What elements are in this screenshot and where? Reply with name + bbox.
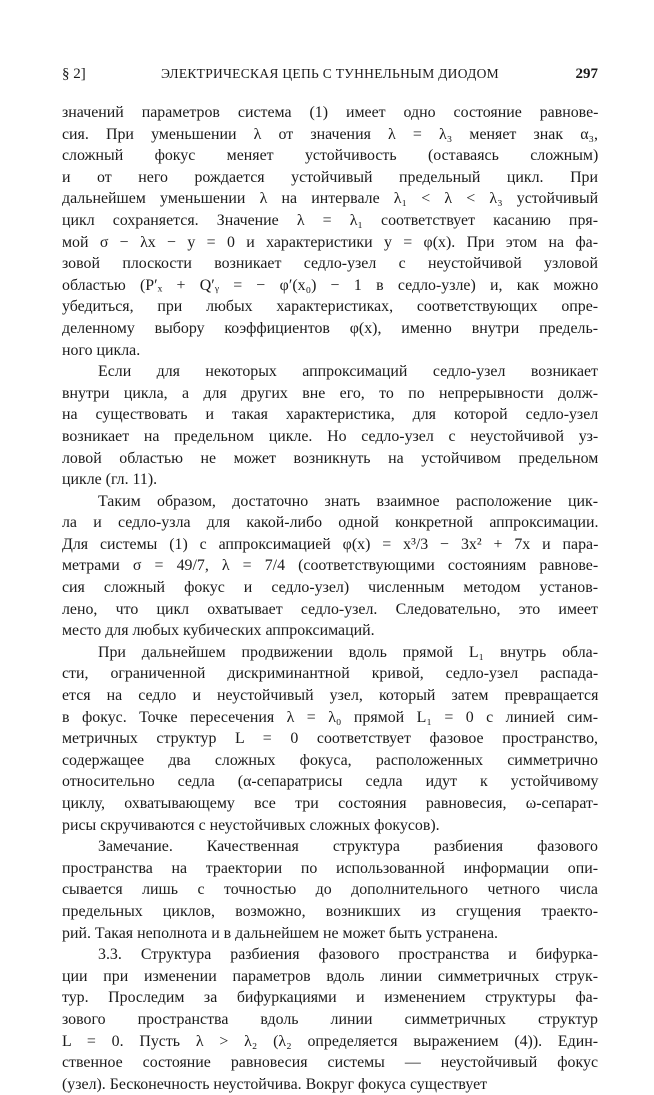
- paragraph: [62, 102, 598, 361]
- paragraph: [62, 361, 598, 491]
- text-line: рисы скручиваются с неустойчивых сложных фокусов).: [62, 816, 440, 834]
- text-line: ла и седло-узла для какой-либо одной конкретной аппроксимации.: [62, 514, 599, 532]
- text-line: рий. Такая неполнота и в дальнейшем не может быть устранена.: [62, 924, 499, 942]
- text-line: 3.3. Структура разбиения фазового пространства и бифурка-: [98, 946, 598, 964]
- text-line: ного цикла.: [62, 341, 141, 359]
- text-line: метричных структур L = 0 соответствует фазовое пространство,: [62, 730, 598, 748]
- paragraph: [62, 642, 598, 836]
- text-line: зовой плоскости возникает седло-узел с неустойчивой узловой: [62, 255, 598, 273]
- text-line: областью (P′ₓ + Q′ᵧ = − φ′(x₀) − 1 в седло-узле) и, как можно: [62, 276, 599, 294]
- text-line: значений параметров система (1) имеет одно состояние равнове-: [62, 104, 599, 121]
- running-header: [62, 62, 598, 86]
- text-line: (узел). Бесконечность неустойчива. Вокруг фокуса существует: [62, 1075, 488, 1093]
- text-line: Таким образом, достаточно знать взаимное расположение цик-: [98, 492, 598, 510]
- text-line: цикл сохраняется. Значение λ = λ₁ соответствует касанию пря-: [62, 211, 598, 229]
- text-line: и от него рождается устойчивый предельный цикл. При: [62, 168, 598, 186]
- text-line: циклу, охватывающему все три состояния равновесия, ω-сепарат-: [62, 795, 599, 812]
- text-line: относительно седла (α-сепаратрисы седла идут к устойчивому: [62, 773, 599, 791]
- text-line: в фокус. Точке пересечения λ = λ₀ прямой L₁ = 0 с линией сим-: [62, 708, 598, 726]
- text-line: предельных циклов, возможно, возникших из сгущения траекто-: [62, 902, 598, 920]
- text-line: Замечание. Качественная структура разбиения фазового: [98, 838, 598, 856]
- text-line: ции при изменении параметров вдоль линии симметричных струк-: [62, 967, 598, 985]
- text-line: дальнейшем уменьшении λ на интервале λ₁ < λ < λ₃ устойчивый: [62, 190, 599, 208]
- text-line: Если для некоторых аппроксимаций седло-узел возникает: [98, 363, 598, 381]
- text-line: ется на седло и неустойчивый узел, который затем превращается: [62, 687, 599, 705]
- text-line: При дальнейшем продвижении вдоль прямой L₁ внутрь обла-: [98, 643, 598, 661]
- text-line: тур. Проследим за бифуркациями и изменением структуры фа-: [62, 989, 598, 1007]
- text-line: L = 0. Пусть λ > λ₂ (λ₂ определяется выражением (4)). Един-: [62, 1032, 598, 1050]
- text-line: метрами σ = 49/7, λ = 7/4 (соответствующими состояниям равнове-: [62, 557, 599, 575]
- section-number: § 2]: [62, 66, 86, 82]
- text-line: мой σ − λx − y = 0 и характеристики y = φ(x). При этом на фа-: [62, 233, 598, 251]
- text-line: сия сложный фокус и седло-узел) численным методом установ-: [62, 579, 598, 597]
- paragraph: [62, 836, 598, 944]
- text-line: на существовать и такая характеристика, для которой седло-узел: [62, 406, 599, 424]
- text-line: цикле (гл. 11).: [62, 471, 158, 489]
- text-line: возникает на предельном цикле. Но седло-узел с неустойчивой уз-: [62, 427, 599, 445]
- body-text: [62, 102, 598, 1095]
- text-line: зового пространства вдоль линии симметричных структур: [62, 1010, 598, 1028]
- text-line: сти, ограниченной дискриминантной кривой, седло-узел распада-: [62, 665, 599, 683]
- paragraph: [62, 944, 598, 1095]
- text-line: внутри цикла, а для других вне его, то по непрерывности долж-: [62, 384, 598, 402]
- text-line: убедиться, при любых характеристиках, соответствующих опре-: [62, 298, 599, 316]
- text-line: деленному выбору коэффициентов φ(x), именно внутри предель-: [62, 319, 598, 337]
- page-number: 297: [575, 66, 598, 82]
- text-line: сия. При уменьшении λ от значения λ = λ₃ меняет знак α₃,: [62, 125, 599, 143]
- text-line: сложный фокус меняет устойчивость (оставаясь сложным): [62, 147, 599, 165]
- paragraph: [62, 491, 598, 642]
- running-title: ЭЛЕКТРИЧЕСКАЯ ЦЕПЬ С ТУННЕЛЬНЫМ ДИОДОМ: [161, 66, 499, 81]
- text-line: Для системы (1) с аппроксимацией φ(x) = x³/3 − 3x² + 7x и пара-: [62, 535, 599, 553]
- text-line: пространства на траектории по использованной информации опи-: [62, 859, 598, 877]
- text-line: содержащее два сложных фокуса, расположенных симметрично: [62, 751, 598, 769]
- text-line: лено, что цикл охватывает седло-узел. Следовательно, это имеет: [62, 600, 598, 618]
- text-line: ловой областью не может возникнуть на устойчивом предельном: [62, 449, 599, 467]
- text-line: место для любых кубических аппроксимаций.: [62, 622, 375, 640]
- text-line: сывается лишь с точностью до дополнительного четного числа: [62, 881, 598, 899]
- text-line: ственное состояние равновесия системы — неустойчивый фокус: [62, 1054, 598, 1072]
